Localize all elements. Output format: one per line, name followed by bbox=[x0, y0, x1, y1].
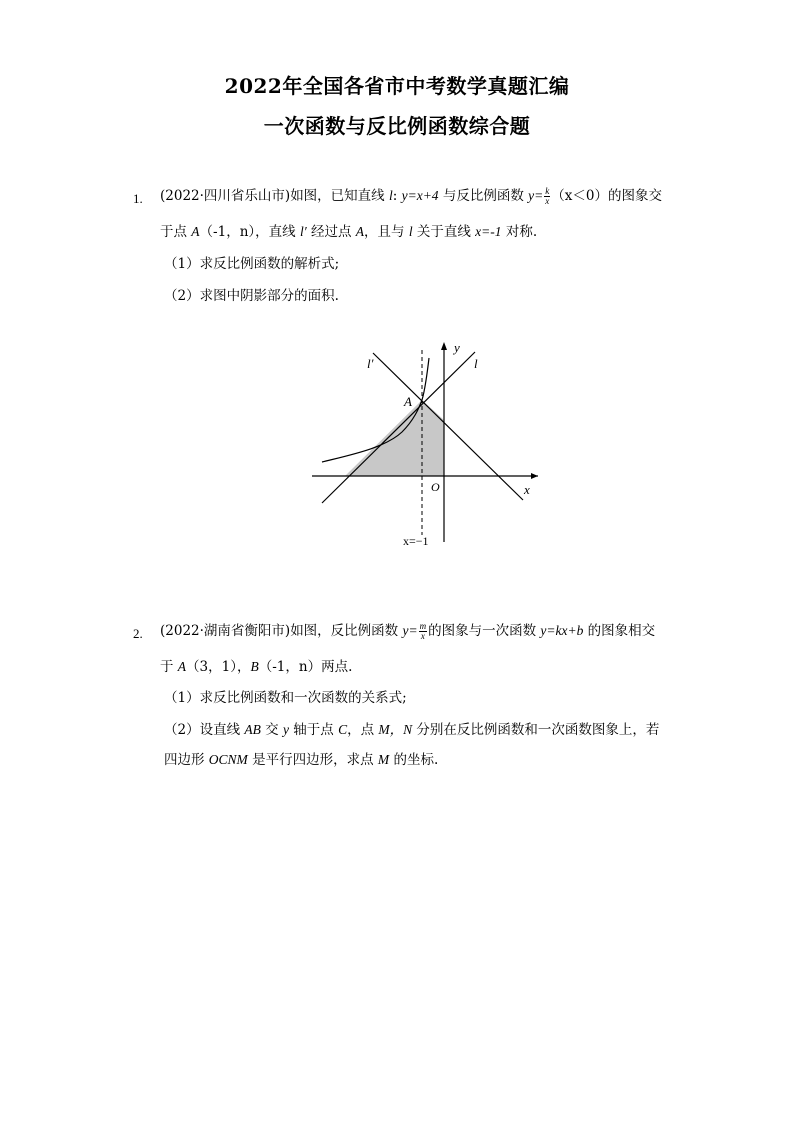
question-1-part-1: （1）求反比例函数的解析式; bbox=[164, 256, 340, 272]
question-number: 1. bbox=[133, 191, 143, 206]
points-M-N: M，N bbox=[378, 722, 413, 737]
label-x: x bbox=[524, 482, 530, 497]
label-symmetry-line: x=−1 bbox=[403, 534, 429, 548]
point-A: A bbox=[355, 224, 365, 239]
equation-symmetry: x=-1 bbox=[475, 224, 502, 239]
text: 与反比例函数 bbox=[438, 188, 529, 204]
var-l: l bbox=[408, 224, 413, 239]
point-B: B bbox=[250, 659, 259, 674]
var-y: y bbox=[282, 722, 289, 737]
fraction-m-over-x bbox=[419, 622, 428, 641]
question-1-line-1 bbox=[160, 186, 662, 206]
fraction-k-over-x bbox=[544, 187, 550, 206]
equation-l: y=x+4 bbox=[401, 188, 439, 203]
fraction-lhs: y= bbox=[402, 623, 418, 638]
page-subtitle: 一次函数与反比例函数综合题 bbox=[263, 114, 531, 138]
separator: ， bbox=[236, 659, 251, 675]
var-l-prime: l′ bbox=[299, 224, 307, 239]
y-axis-arrow-icon bbox=[441, 342, 447, 350]
function-graph-figure bbox=[300, 330, 550, 555]
coordinate-A: （3，1） bbox=[186, 659, 237, 675]
text: 轴于点 bbox=[288, 722, 339, 738]
question-2-line-2 bbox=[160, 657, 352, 677]
text: （2）设直线 bbox=[164, 722, 245, 738]
coordinate-B: （-1，n） bbox=[258, 659, 322, 675]
text: 的坐标. bbox=[389, 752, 439, 768]
line-l bbox=[322, 352, 475, 503]
fraction-lhs: y= bbox=[528, 188, 544, 203]
text: 的图象相交 bbox=[583, 623, 656, 639]
label-l-prime: l′ bbox=[367, 356, 374, 371]
text: 经过点 bbox=[306, 224, 356, 240]
label-l: l bbox=[474, 356, 478, 371]
point-A: A bbox=[177, 659, 187, 674]
var-l: l bbox=[388, 188, 393, 203]
point-M: M bbox=[377, 752, 390, 767]
question-1-line-2 bbox=[160, 222, 537, 242]
question-2-line-4 bbox=[164, 750, 438, 770]
text: 是平行四边形，求点 bbox=[247, 752, 378, 768]
text: 交 bbox=[260, 722, 283, 738]
label-origin: O bbox=[431, 480, 440, 494]
text: 的图象与一次函数 bbox=[428, 623, 541, 639]
question-source: (2022·湖南省衡阳市) bbox=[160, 623, 291, 639]
text: 两点. bbox=[321, 659, 353, 675]
question-2-part-1: （1）求反比例函数和一次函数的关系式; bbox=[164, 690, 407, 706]
condition: （x＜0） bbox=[551, 188, 608, 204]
x-axis-arrow-icon bbox=[531, 473, 538, 479]
text: 如图，反比例函数 bbox=[290, 623, 403, 639]
page-title: 2022年全国各省市中考数学真题汇编 bbox=[224, 74, 570, 98]
text: 对称. bbox=[501, 224, 538, 240]
text: ，点 bbox=[347, 722, 379, 738]
question-2-part-2 bbox=[164, 720, 659, 740]
fraction-numerator: k bbox=[545, 186, 550, 196]
coordinate-A: （-1，n） bbox=[199, 224, 256, 240]
text: 四边形 bbox=[164, 752, 209, 768]
question-2-line-1 bbox=[160, 621, 655, 641]
question-number: 2. bbox=[133, 626, 143, 641]
question-source: (2022·四川省乐山市) bbox=[160, 188, 291, 204]
text: 于 bbox=[160, 659, 178, 675]
segment-AB: AB bbox=[244, 722, 261, 737]
label-point-A: A bbox=[404, 394, 412, 409]
text: 如图，已知直线 bbox=[290, 188, 389, 204]
text: 分别在反比例函数和一次函数图象上，若 bbox=[412, 722, 660, 738]
equation-linear: y=kx+b bbox=[540, 623, 584, 638]
text: : bbox=[392, 188, 402, 204]
label-y: y bbox=[454, 340, 460, 355]
fraction-denominator: x bbox=[420, 631, 425, 641]
text: 的图象交 bbox=[607, 188, 662, 204]
text: 于点 bbox=[160, 224, 192, 240]
text: ，且与 bbox=[364, 224, 409, 240]
quadrilateral-OCNM: OCNM bbox=[208, 752, 248, 767]
point-C: C bbox=[338, 722, 348, 737]
text: ，直线 bbox=[255, 224, 300, 240]
text: 关于直线 bbox=[412, 224, 476, 240]
question-1-part-2: （2）求图中阴影部分的面积. bbox=[164, 288, 339, 304]
fraction-numerator: m bbox=[419, 621, 427, 631]
point-A: A bbox=[191, 224, 200, 239]
fraction-denominator: x bbox=[545, 196, 550, 206]
